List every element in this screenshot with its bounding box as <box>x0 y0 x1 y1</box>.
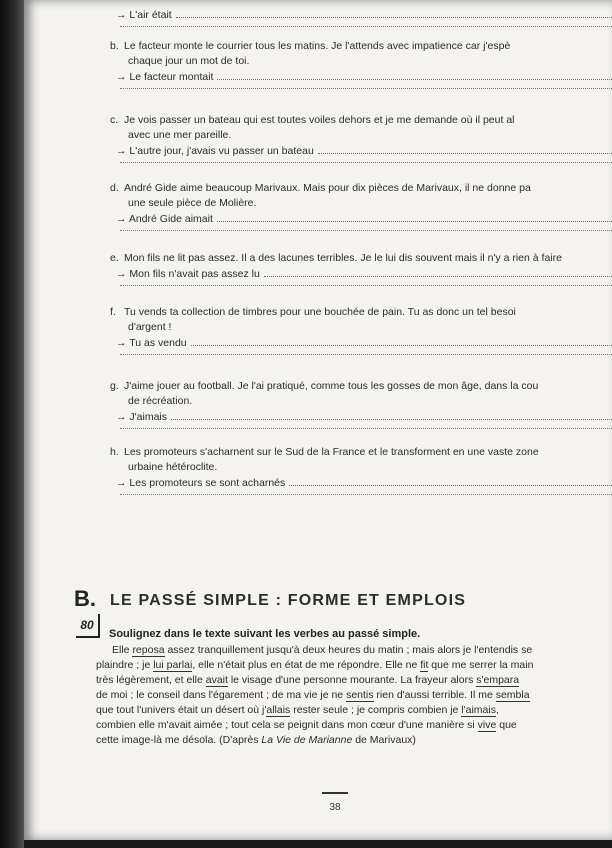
answer-start: → Les promoteurs se sont acharnés <box>116 477 286 489</box>
passage-text: , <box>495 704 499 716</box>
exercise-instruction: Soulignez dans le texte suivant les verbes au passé simple. <box>109 628 421 640</box>
answer-blank-line[interactable] <box>120 353 612 355</box>
item-sentence-line: chaque jour un mot de toi. <box>128 55 250 67</box>
item-letter: e. <box>110 252 119 264</box>
underlined-verb: l'aimais <box>461 704 496 716</box>
answer-fill-dots[interactable] <box>217 70 612 80</box>
scan-edge-shadow <box>0 0 24 848</box>
scan-bottom-edge <box>24 840 612 848</box>
answer-line <box>116 267 612 280</box>
item-sentence-line: Le facteur monte le courrier tous les matins. Je l'attends avec impatience car j'espè <box>124 40 511 52</box>
passage-text: que tout l'univers était un désert où j' <box>96 704 267 716</box>
section-title: LE PASSÉ SIMPLE : FORME ET EMPLOIS <box>110 592 467 609</box>
underlined-verb: vive <box>477 719 497 731</box>
answer-fill-dots[interactable] <box>191 336 612 346</box>
underlined-verb: s'empara <box>476 674 520 686</box>
workbook-page <box>24 0 612 840</box>
answer-start: → Le facteur montait <box>116 71 214 83</box>
passage-line <box>96 734 416 746</box>
passage-text: plaindre ; je <box>96 659 154 671</box>
item-sentence-line: André Gide aime beaucoup Marivaux. Mais pour dix pièces de Marivaux, il ne donne pa <box>124 182 531 194</box>
passage-line <box>96 689 530 701</box>
item-letter: b. <box>110 40 119 52</box>
answer-line <box>116 144 612 157</box>
underlined-verb: fit <box>420 659 429 671</box>
item-letter: h. <box>110 446 119 458</box>
underlined-verb: avait <box>205 674 228 686</box>
passage-text: , elle n'était plus en état de me répondre. Elle ne <box>192 659 421 671</box>
page-number: 38 <box>329 802 341 813</box>
answer-start: → J'aimais <box>116 411 168 423</box>
passage-text: que <box>496 719 517 731</box>
passage-text: rester seule ; je compris combien je <box>290 704 462 716</box>
passage-text: le visage d'une personne mourante. La frayeur alors <box>227 674 477 686</box>
item-sentence-line: Les promoteurs s'acharnent sur le Sud de la France et le transforment en une vaste zone <box>124 446 539 458</box>
answer-blank-line[interactable] <box>120 284 612 286</box>
answer-line <box>116 410 612 423</box>
answer-start: → L'autre jour, j'avais vu passer un bateau <box>116 145 314 157</box>
answer-fill-dots[interactable] <box>318 144 612 154</box>
passage-text: cette image-là me désola. (D'après <box>96 734 262 746</box>
answer-start: → L'air était <box>116 9 172 21</box>
answer-line <box>116 70 612 83</box>
answer-start: → Mon fils n'avait pas assez lu <box>116 268 260 280</box>
passage-text: de moi ; le conseil dans l'égarement ; de ma vie je ne <box>96 689 347 701</box>
item-letter: g. <box>110 380 119 392</box>
item-sentence-line: Mon fils ne lit pas assez. Il a des lacunes terribles. Je le lui dis souvent mais il n'y a rien à faire <box>124 252 562 264</box>
answer-start: → André Gide aimait <box>116 213 213 225</box>
answer-fill-dots[interactable] <box>264 267 612 277</box>
passage-line <box>96 719 517 731</box>
section-letter: B. <box>74 586 96 611</box>
answer-blank-line[interactable] <box>120 427 612 429</box>
item-letter: c. <box>110 114 119 126</box>
underlined-verb: sentis <box>346 689 374 701</box>
item-sentence-line: une seule pièce de Molière. <box>128 197 257 209</box>
passage-text: de Marivaux) <box>352 734 416 746</box>
item-sentence-line: J'aime jouer au football. Je l'ai pratiqué, comme tous les gosses de mon âge, dans la cou <box>124 380 539 392</box>
passage-text: très légèrement, et elle <box>96 674 206 686</box>
answer-blank-line[interactable] <box>120 229 612 231</box>
answer-fill-dots[interactable] <box>289 476 612 486</box>
underlined-verb: reposa <box>132 644 165 656</box>
answer-fill-dots[interactable] <box>176 8 612 18</box>
answer-blank-line[interactable] <box>120 161 612 163</box>
answer-line <box>116 8 612 21</box>
exercise-number: 80 <box>80 618 94 632</box>
underlined-verb: allais <box>266 704 291 716</box>
answer-start: → Tu as vendu <box>116 337 187 349</box>
answer-blank-line[interactable] <box>120 87 612 89</box>
passage-line <box>112 644 532 656</box>
item-sentence-line: avec une mer pareille. <box>128 129 232 141</box>
answer-line <box>116 476 612 489</box>
exercise-number-badge <box>76 614 100 638</box>
passage-text: rien d'aussi terrible. Il me <box>373 689 496 701</box>
source-title: La Vie de Marianne <box>261 734 353 746</box>
passage-text: assez tranquillement jusqu'à deux heures du matin ; mais alors je l'entendis se <box>164 644 533 656</box>
item-sentence-line: d'argent ! <box>128 321 172 333</box>
item-sentence-line: de récréation. <box>128 395 193 407</box>
passage-line <box>96 674 519 686</box>
passage-text: combien elle m'avait aimée ; tout cela se peignit dans mon cœur d'une manière si <box>96 719 478 731</box>
answer-blank-line[interactable] <box>120 25 612 27</box>
item-sentence-line: Tu vends ta collection de timbres pour une bouchée de pain. Tu as donc un tel besoi <box>124 306 516 318</box>
underlined-verb: lui parlai <box>153 659 193 671</box>
underlined-verb: sembla <box>495 689 530 701</box>
footer-rule <box>322 792 348 794</box>
answer-blank-line[interactable] <box>120 493 612 495</box>
answer-line <box>116 336 612 349</box>
item-letter: d. <box>110 182 119 194</box>
passage-text: Elle <box>112 644 133 656</box>
passage-line <box>96 704 499 716</box>
item-sentence-line: urbaine hétéroclite. <box>128 461 218 473</box>
answer-fill-dots[interactable] <box>217 212 612 222</box>
answer-fill-dots[interactable] <box>171 410 612 420</box>
passage-line <box>96 659 533 671</box>
item-letter: f. <box>110 306 116 318</box>
passage-text: que me serrer la main <box>428 659 534 671</box>
answer-line <box>116 212 612 225</box>
item-sentence-line: Je vois passer un bateau qui est toutes voiles dehors et je me demande où il peut al <box>124 114 515 126</box>
